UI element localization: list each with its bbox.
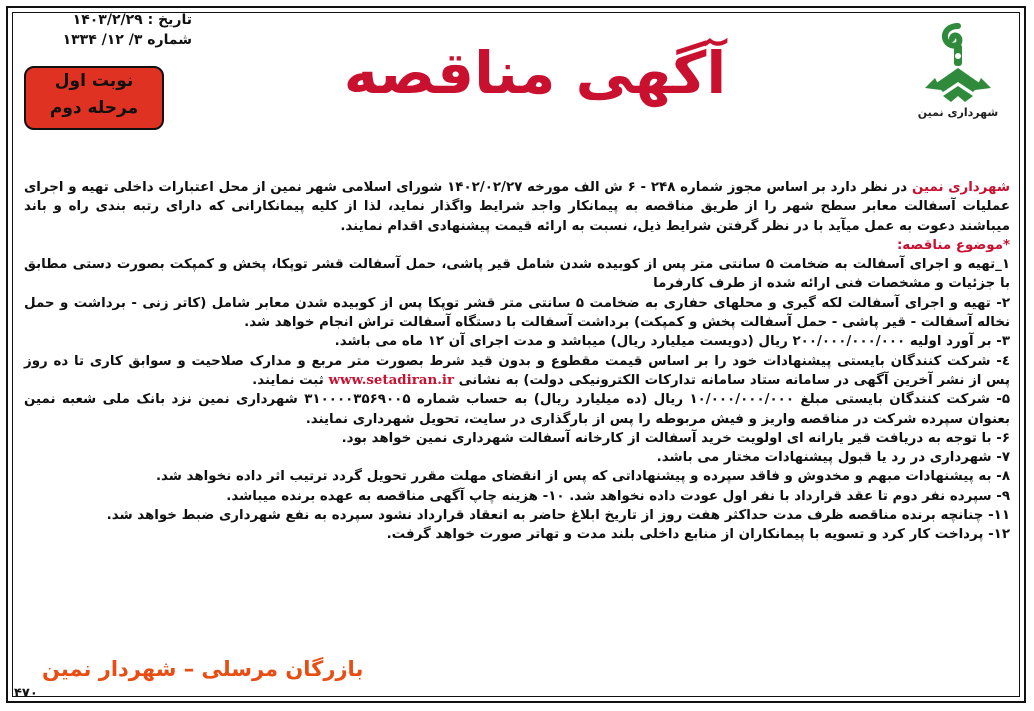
notice-number: شماره ۳/ ۱۲/ ۱۳۳۴ [62, 32, 192, 48]
item4-text-before: ٤- شرکت کنندگان بایستی پیشنهادات خود را بر اساس قیمت مقطوع و بدون قید شرط بصورت متر مربع و مدارک صلاحیت و سوابق کاری تا ده روز پس از نشر آخرین آگهی در سامانه ستاد سامانه تدارکات الکترونیکی دولت) به نشانی [24, 353, 1010, 388]
stage-badge [24, 66, 164, 130]
list-item: ۱۱- چنانچه برنده مناقصه ظرف مدت حداکثر هفت روز از تاریخ ابلاغ حاضر به انعقاد قرارداد نشود سپرده به نفع شهرداری ضبط خواهد شد. [106, 508, 1010, 524]
list-item: ۳- بر آورد اولیه ۲۰۰/۰۰۰/۰۰۰/۰۰۰ ریال (دویست میلیارد ریال) میباشد و مدت اجرای آن ۱۲ ماه می باشد. [334, 334, 1010, 350]
list-item: ۱۲- پرداخت کار کرد و تسویه با پیمانکاران از منابع داخلی بلند مدت و تهاتر صورت خواهد گرفت. [386, 527, 1010, 543]
subject-heading: *موضوع مناقصه: [896, 237, 1010, 253]
list-item: ۱_تهیه و اجرای آسفالت به ضخامت ۵ سانتی متر پس از کوبیده شدن شامل قیر پاشی، حمل آسفالت قشر توپکا، پخش و کمپکت بصورت دستی مطابق با جزئیات و مشخصات فنی ارائه شده از طرف کارفرما [24, 257, 1010, 292]
item4-text-after: ثبت نمایند. [252, 372, 329, 388]
signature: بازرگان مرسلی – شهردار نمین [42, 657, 364, 681]
list-item: ۵- شرکت کنندگان بایستی مبلغ ۱۰/۰۰۰/۰۰۰/۰۰۰ ریال (ده میلیارد ریال) به حساب شماره ۳۱۰۰۰۰۳۵۶۹۰۰۵ شهرداری نمین نزد بانک ملی شعبه نمین بعنوان سپرده شرکت در مناقصه واریز و فیش مربوطه را پس از بارگذاری در سایت، تحویل شهرداری نمایند. [24, 392, 1011, 427]
notice-title: آگهی مناقصه [343, 39, 727, 107]
notice-meta [22, 10, 192, 50]
intro-paragraph [24, 178, 1010, 236]
list-item: ۶- با توجه به دریافت قیر یارانه ای اولویت خرید آسفالت از کارخانه آسفالت شهرداری نمین خواهد بود. [341, 430, 1010, 446]
organization-name: شهرداری نمین [911, 180, 1011, 195]
list-item: ۸- به پیشنهادات مبهم و مخدوش و فاقد سپرده و پیشنهاداتی که پس از انقضای مهلت مقرر تحویل گردد ترتیب اثر داده نخواهد شد. [155, 469, 1010, 485]
notice-date: تاریخ : ۱۴۰۳/۲/۲۹ [72, 12, 192, 28]
notice-body [24, 178, 1010, 545]
list-item: ۹- سپرده نفر دوم تا عقد قرارداد با نفر اول عودت داده نخواهد شد. ۱۰- هزینه چاپ آگهی مناقصه به عهده برنده میباشد. [226, 488, 1010, 504]
round-label: نوبت اول [54, 71, 134, 91]
intro-text: در نظر دارد بر اساس مجوز شماره ۲۴۸ - ۶ ش الف مورخه ۱۴۰۲/۰۲/۲۷ شورای اسلامی شهر نمین از محل اعتبارات داخلی تهیه و اجرای عملیات آسفالت معابر سطح شهر را از طریق مناقصه به پیمانکار واجد شرایط واگذار نماید، لذا از کلیه پیمانکارانی که دارای رتبه بندی راه و باند میباشند دعوت به عمل میآید با در نظر گرفتن شرایط ذیل، نسبت به ارائه قیمت پیشنهادی اقدام نمایند. [24, 180, 1010, 234]
setadiran-link[interactable]: www.setadiran.ir [328, 371, 455, 388]
municipality-logo [908, 18, 1008, 128]
page-number: ۴۷۰ [14, 686, 38, 701]
logo-emblem-icon [915, 18, 1001, 104]
stage-label: مرحله دوم [49, 98, 139, 118]
list-item: ۷- شهرداری در رد یا قبول پیشنهادات مختار می باشد. [656, 450, 1010, 466]
logo-caption: شهرداری نمین [917, 106, 999, 119]
list-item: ۲- تهیه و اجرای آسفالت لکه گیری و محلهای حفاری به ضخامت ۵ سانتی متر قشر توپکا پس از کوبیده شدن معابر شامل (کاتر زنی - برداشت و حمل نخاله آسفالت - قیر پاشی - حمل آسفالت پخش و کمپکت) برداشت آسفالت با دستگاه آسفالت تراش انجام خواهد شد. [24, 295, 1010, 331]
list-item [24, 352, 1010, 391]
